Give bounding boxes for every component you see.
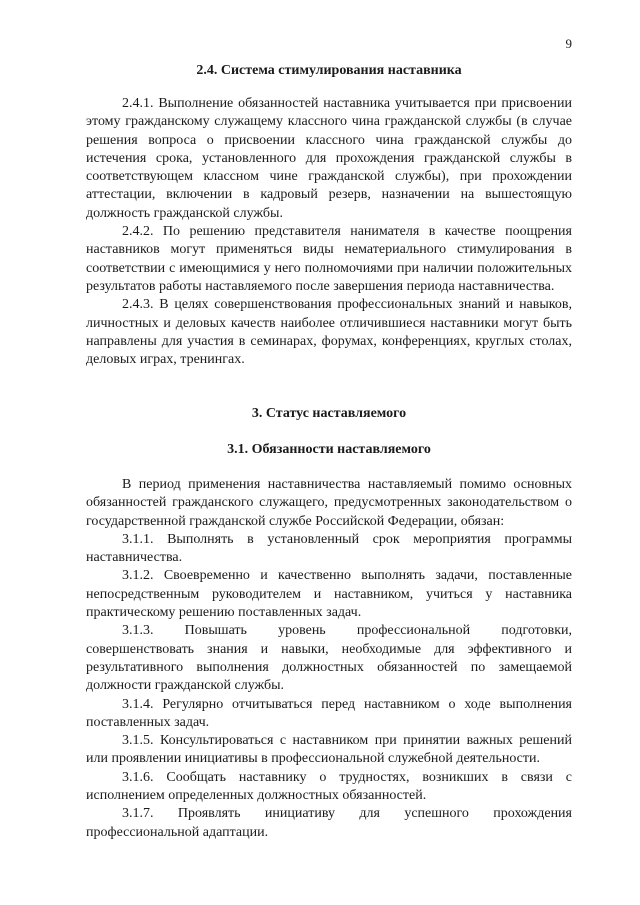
section-2-4-body	[86, 95, 572, 369]
paragraph-2-4-3: 2.4.3. В целях совершенствования профессиональных знаний и навыков, личностных и деловых качеств наиболее отличившиеся наставники могут быть направлены для участия в семинарах, форумах, конференциях, круглых столах, деловых играх, тренингах.	[86, 297, 572, 368]
paragraph-3-1-3: 3.1.3. Повышать уровень профессиональной подготовки, совершенствовать знания и навыки, необходимые для эффективного и результативного выполнения должностных обязанностей по замещаемой должности гражданской службы.	[86, 623, 572, 694]
paragraph-3-1-1: 3.1.1. Выполнять в установленный срок мероприятия программы наставничества.	[86, 531, 572, 566]
section-2-4-heading: 2.4. Система стимулирования наставника	[196, 63, 462, 78]
section-3-heading: 3. Статус наставляемого	[251, 406, 407, 421]
paragraph-3-1-6: 3.1.6. Сообщать наставнику о трудностях, возникших в связи с исполнением определенных должностных обязанностей.	[86, 769, 572, 804]
paragraph-2-4-1: 2.4.1. Выполнение обязанностей наставника учитывается при присвоении этому гражданскому служащему классного чина гражданской службы (в случае решения вопроса о присвоении классного чина гражданской службы до истечения срока, установленного для прохождения гражданской службы в соответствующем классном чине гражданской службы), при прохождении аттестации, включении в кадровый резерв, назначении на вышестоящую должность гражданской службы.	[86, 96, 572, 221]
document-page	[86, 0, 572, 905]
paragraph-3-1-5: 3.1.5. Консультироваться с наставником при принятии важных решений или проявлении инициативы в профессиональной служебной деятельности.	[86, 733, 572, 767]
section-3-1-body	[86, 476, 572, 842]
paragraph-3-1-4: 3.1.4. Регулярно отчитываться перед наставником о ходе выполнения поставленных задач.	[86, 696, 572, 730]
section-3-1-heading: 3.1. Обязанности наставляемого	[227, 442, 431, 457]
paragraph-3-1-intro: В период применения наставничества наставляемый помимо основных обязанностей гражданского служащего, предусмотренных законодательством о государственной гражданской службе Российской Федерации, обязан:	[86, 477, 572, 529]
paragraph-3-1-7: 3.1.7. Проявлять инициативу для успешного прохождения профессиональной адаптации.	[86, 806, 572, 840]
paragraph-3-1-2: 3.1.2. Своевременно и качественно выполнять задачи, поставленные непосредственным руководителем и наставником, учиться у наставника практическому решению поставленных задач.	[86, 568, 572, 621]
paragraph-2-4-2: 2.4.2. По решению представителя нанимателя в качестве поощрения наставников могут применяться виды нематериального стимулирования в соответствии с имеющимися у него полномочиями при наличии положительных результатов работы наставляемого после завершения периода наставничества.	[86, 224, 572, 294]
page-number: 9	[565, 36, 572, 51]
